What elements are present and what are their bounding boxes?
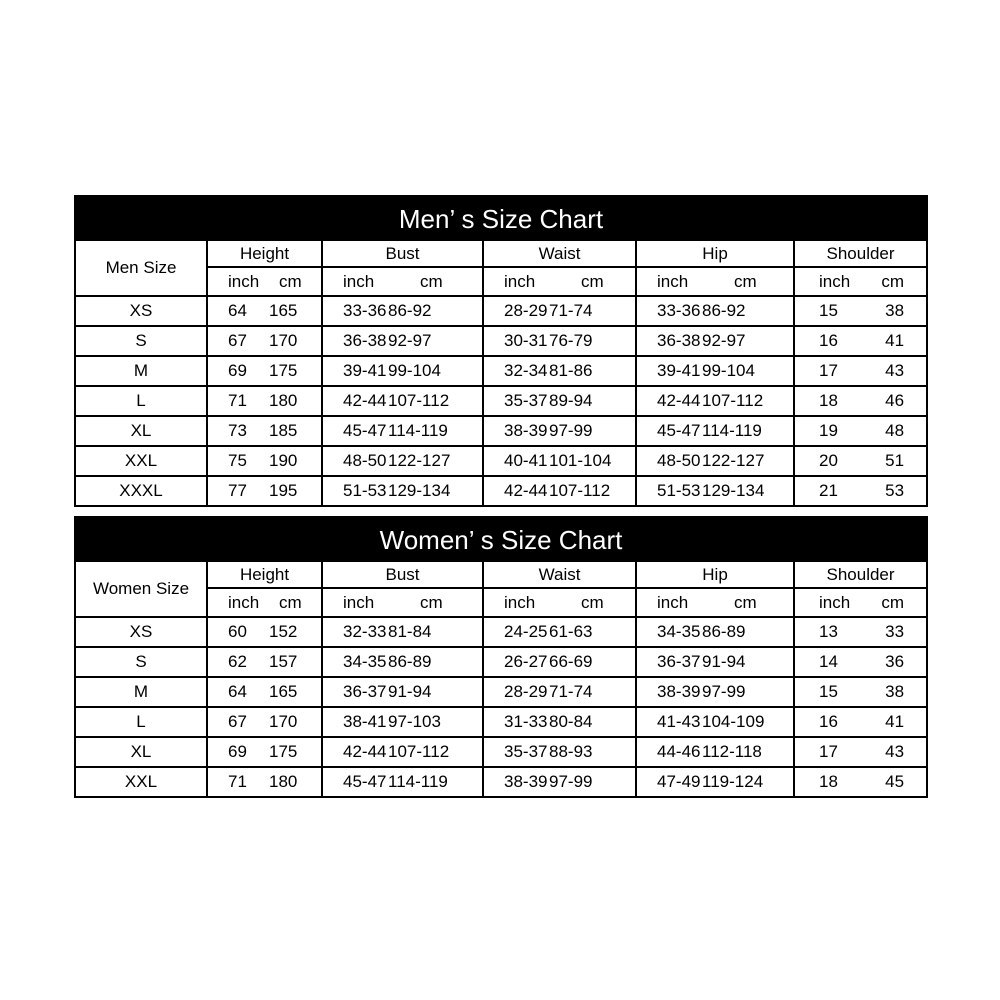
shoulder-cm-cell: 48 — [859, 416, 926, 446]
group-header-hip: Hip — [636, 240, 794, 267]
waist-cm-cell: 81-86 — [545, 356, 636, 386]
waist-cm-cell: 80-84 — [545, 707, 636, 737]
bust-inch-cell: 42-44 — [322, 386, 384, 416]
table-row — [76, 707, 926, 737]
hip-inch-cell: 45-47 — [636, 416, 698, 446]
group-header-height: Height — [207, 561, 322, 588]
shoulder-cm-cell: 38 — [859, 677, 926, 707]
height-inch-cell: 69 — [207, 737, 265, 767]
table-row — [76, 737, 926, 767]
hip-cm-cell: 129-134 — [698, 476, 794, 505]
bust-inch-cell: 51-53 — [322, 476, 384, 505]
table-row — [76, 296, 926, 326]
waist-inch-cell: 28-29 — [483, 296, 545, 326]
shoulder-inch-cell: 13 — [794, 617, 859, 647]
waist-inch-cell: 38-39 — [483, 767, 545, 796]
shoulder-inch-cell: 14 — [794, 647, 859, 677]
shoulder-cm-cell: 38 — [859, 296, 926, 326]
size-cell: M — [76, 356, 207, 386]
bust-cm-cell: 86-92 — [384, 296, 483, 326]
chart-title: Women’ s Size Chart — [76, 518, 926, 560]
waist-inch-cell: 35-37 — [483, 386, 545, 416]
size-cell: XXL — [76, 767, 207, 796]
waist-inch-cell: 31-33 — [483, 707, 545, 737]
bust-cm-cell: 107-112 — [384, 386, 483, 416]
bust-inch-cell: 39-41 — [322, 356, 384, 386]
hip-inch-cell: 48-50 — [636, 446, 698, 476]
unit-header-cm: cm — [384, 267, 483, 296]
table-row — [76, 356, 926, 386]
hip-inch-cell: 34-35 — [636, 617, 698, 647]
unit-header-cm: cm — [545, 267, 636, 296]
size-cell: XL — [76, 416, 207, 446]
hip-cm-cell: 99-104 — [698, 356, 794, 386]
height-inch-cell: 67 — [207, 326, 265, 356]
waist-inch-cell: 30-31 — [483, 326, 545, 356]
shoulder-inch-cell: 17 — [794, 737, 859, 767]
unit-header-cm: cm — [265, 267, 322, 296]
waist-inch-cell: 42-44 — [483, 476, 545, 505]
hip-cm-cell: 86-89 — [698, 617, 794, 647]
bust-cm-cell: 92-97 — [384, 326, 483, 356]
height-cm-cell: 165 — [265, 296, 322, 326]
height-inch-cell: 71 — [207, 767, 265, 796]
bust-inch-cell: 34-35 — [322, 647, 384, 677]
unit-header-inch: inch — [207, 588, 265, 617]
size-cell: XXL — [76, 446, 207, 476]
unit-header-cm: cm — [698, 588, 794, 617]
waist-cm-cell: 101-104 — [545, 446, 636, 476]
bust-inch-cell: 36-38 — [322, 326, 384, 356]
shoulder-cm-cell: 33 — [859, 617, 926, 647]
bust-cm-cell: 114-119 — [384, 767, 483, 796]
women-size-chart — [74, 516, 928, 798]
height-cm-cell: 157 — [265, 647, 322, 677]
waist-cm-cell: 71-74 — [545, 296, 636, 326]
size-cell: XS — [76, 296, 207, 326]
shoulder-inch-cell: 17 — [794, 356, 859, 386]
table-row — [76, 767, 926, 796]
hip-inch-cell: 41-43 — [636, 707, 698, 737]
hip-inch-cell: 39-41 — [636, 356, 698, 386]
shoulder-cm-cell: 43 — [859, 356, 926, 386]
table-row — [76, 386, 926, 416]
waist-inch-cell: 40-41 — [483, 446, 545, 476]
waist-cm-cell: 97-99 — [545, 767, 636, 796]
bust-inch-cell: 42-44 — [322, 737, 384, 767]
height-cm-cell: 180 — [265, 767, 322, 796]
height-cm-cell: 170 — [265, 707, 322, 737]
hip-cm-cell: 91-94 — [698, 647, 794, 677]
height-inch-cell: 60 — [207, 617, 265, 647]
hip-cm-cell: 112-118 — [698, 737, 794, 767]
group-header-bust: Bust — [322, 240, 483, 267]
hip-cm-cell: 104-109 — [698, 707, 794, 737]
shoulder-inch-cell: 18 — [794, 386, 859, 416]
bust-inch-cell: 45-47 — [322, 767, 384, 796]
hip-inch-cell: 36-37 — [636, 647, 698, 677]
chart-title: Men’ s Size Chart — [76, 197, 926, 239]
bust-inch-cell: 32-33 — [322, 617, 384, 647]
shoulder-cm-cell: 51 — [859, 446, 926, 476]
height-inch-cell: 67 — [207, 707, 265, 737]
unit-header-inch: inch — [207, 267, 265, 296]
table-body — [76, 296, 926, 505]
bust-cm-cell: 107-112 — [384, 737, 483, 767]
table-row — [76, 476, 926, 505]
unit-header-inch: inch — [636, 267, 698, 296]
unit-header-inch: inch — [322, 267, 384, 296]
hip-inch-cell: 42-44 — [636, 386, 698, 416]
size-column-header: Women Size — [76, 561, 207, 617]
size-column-header: Men Size — [76, 240, 207, 296]
hip-cm-cell: 114-119 — [698, 416, 794, 446]
size-table — [76, 239, 926, 505]
size-cell: XL — [76, 737, 207, 767]
size-cell: XS — [76, 617, 207, 647]
height-cm-cell: 152 — [265, 617, 322, 647]
unit-header-cm: cm — [265, 588, 322, 617]
hip-inch-cell: 36-38 — [636, 326, 698, 356]
shoulder-cm-cell: 53 — [859, 476, 926, 505]
bust-cm-cell: 129-134 — [384, 476, 483, 505]
height-cm-cell: 185 — [265, 416, 322, 446]
height-cm-cell: 190 — [265, 446, 322, 476]
shoulder-cm-cell: 36 — [859, 647, 926, 677]
waist-cm-cell: 107-112 — [545, 476, 636, 505]
size-cell: S — [76, 647, 207, 677]
size-cell: M — [76, 677, 207, 707]
size-cell: L — [76, 386, 207, 416]
hip-cm-cell: 119-124 — [698, 767, 794, 796]
shoulder-cm-cell: 41 — [859, 707, 926, 737]
waist-cm-cell: 66-69 — [545, 647, 636, 677]
bust-inch-cell: 36-37 — [322, 677, 384, 707]
waist-inch-cell: 28-29 — [483, 677, 545, 707]
shoulder-inch-cell: 15 — [794, 296, 859, 326]
hip-cm-cell: 97-99 — [698, 677, 794, 707]
shoulder-cm-cell: 41 — [859, 326, 926, 356]
unit-header-cm: cm — [698, 267, 794, 296]
group-header-waist: Waist — [483, 240, 636, 267]
height-cm-cell: 170 — [265, 326, 322, 356]
bust-inch-cell: 38-41 — [322, 707, 384, 737]
bust-inch-cell: 45-47 — [322, 416, 384, 446]
hip-cm-cell: 92-97 — [698, 326, 794, 356]
bust-cm-cell: 114-119 — [384, 416, 483, 446]
bust-cm-cell: 86-89 — [384, 647, 483, 677]
group-header-height: Height — [207, 240, 322, 267]
size-cell: XXXL — [76, 476, 207, 505]
waist-inch-cell: 38-39 — [483, 416, 545, 446]
shoulder-cm-cell: 46 — [859, 386, 926, 416]
height-inch-cell: 64 — [207, 677, 265, 707]
unit-header-inch: inch — [794, 267, 859, 296]
hip-inch-cell: 51-53 — [636, 476, 698, 505]
hip-inch-cell: 38-39 — [636, 677, 698, 707]
table-row — [76, 647, 926, 677]
unit-header-cm: cm — [545, 588, 636, 617]
hip-inch-cell: 44-46 — [636, 737, 698, 767]
table-row — [76, 677, 926, 707]
hip-inch-cell: 47-49 — [636, 767, 698, 796]
shoulder-cm-cell: 43 — [859, 737, 926, 767]
waist-cm-cell: 89-94 — [545, 386, 636, 416]
hip-cm-cell: 86-92 — [698, 296, 794, 326]
size-cell: L — [76, 707, 207, 737]
unit-header-inch: inch — [636, 588, 698, 617]
height-cm-cell: 180 — [265, 386, 322, 416]
shoulder-cm-cell: 45 — [859, 767, 926, 796]
waist-cm-cell: 97-99 — [545, 416, 636, 446]
height-cm-cell: 165 — [265, 677, 322, 707]
table-row — [76, 416, 926, 446]
group-header-shoulder: Shoulder — [794, 561, 926, 588]
shoulder-inch-cell: 19 — [794, 416, 859, 446]
group-header-hip: Hip — [636, 561, 794, 588]
men-size-chart — [74, 195, 928, 507]
unit-header-cm: cm — [859, 588, 926, 617]
waist-cm-cell: 88-93 — [545, 737, 636, 767]
height-cm-cell: 175 — [265, 737, 322, 767]
waist-inch-cell: 32-34 — [483, 356, 545, 386]
bust-cm-cell: 97-103 — [384, 707, 483, 737]
waist-cm-cell: 76-79 — [545, 326, 636, 356]
waist-inch-cell: 35-37 — [483, 737, 545, 767]
table-row — [76, 446, 926, 476]
shoulder-inch-cell: 20 — [794, 446, 859, 476]
shoulder-inch-cell: 16 — [794, 707, 859, 737]
group-header-shoulder: Shoulder — [794, 240, 926, 267]
hip-cm-cell: 107-112 — [698, 386, 794, 416]
hip-cm-cell: 122-127 — [698, 446, 794, 476]
unit-header-cm: cm — [384, 588, 483, 617]
bust-cm-cell: 91-94 — [384, 677, 483, 707]
waist-inch-cell: 26-27 — [483, 647, 545, 677]
shoulder-inch-cell: 16 — [794, 326, 859, 356]
unit-header-cm: cm — [859, 267, 926, 296]
shoulder-inch-cell: 15 — [794, 677, 859, 707]
hip-inch-cell: 33-36 — [636, 296, 698, 326]
height-inch-cell: 73 — [207, 416, 265, 446]
height-inch-cell: 77 — [207, 476, 265, 505]
waist-inch-cell: 24-25 — [483, 617, 545, 647]
height-cm-cell: 175 — [265, 356, 322, 386]
waist-cm-cell: 61-63 — [545, 617, 636, 647]
height-inch-cell: 62 — [207, 647, 265, 677]
shoulder-inch-cell: 18 — [794, 767, 859, 796]
shoulder-inch-cell: 21 — [794, 476, 859, 505]
table-row — [76, 326, 926, 356]
group-header-waist: Waist — [483, 561, 636, 588]
height-inch-cell: 69 — [207, 356, 265, 386]
bust-inch-cell: 33-36 — [322, 296, 384, 326]
unit-header-inch: inch — [483, 267, 545, 296]
unit-header-inch: inch — [794, 588, 859, 617]
size-cell: S — [76, 326, 207, 356]
bust-cm-cell: 99-104 — [384, 356, 483, 386]
height-inch-cell: 64 — [207, 296, 265, 326]
size-table — [76, 560, 926, 796]
bust-cm-cell: 81-84 — [384, 617, 483, 647]
height-cm-cell: 195 — [265, 476, 322, 505]
table-row — [76, 617, 926, 647]
unit-header-inch: inch — [483, 588, 545, 617]
bust-cm-cell: 122-127 — [384, 446, 483, 476]
height-inch-cell: 75 — [207, 446, 265, 476]
waist-cm-cell: 71-74 — [545, 677, 636, 707]
unit-header-inch: inch — [322, 588, 384, 617]
bust-inch-cell: 48-50 — [322, 446, 384, 476]
height-inch-cell: 71 — [207, 386, 265, 416]
group-header-bust: Bust — [322, 561, 483, 588]
table-body — [76, 617, 926, 796]
